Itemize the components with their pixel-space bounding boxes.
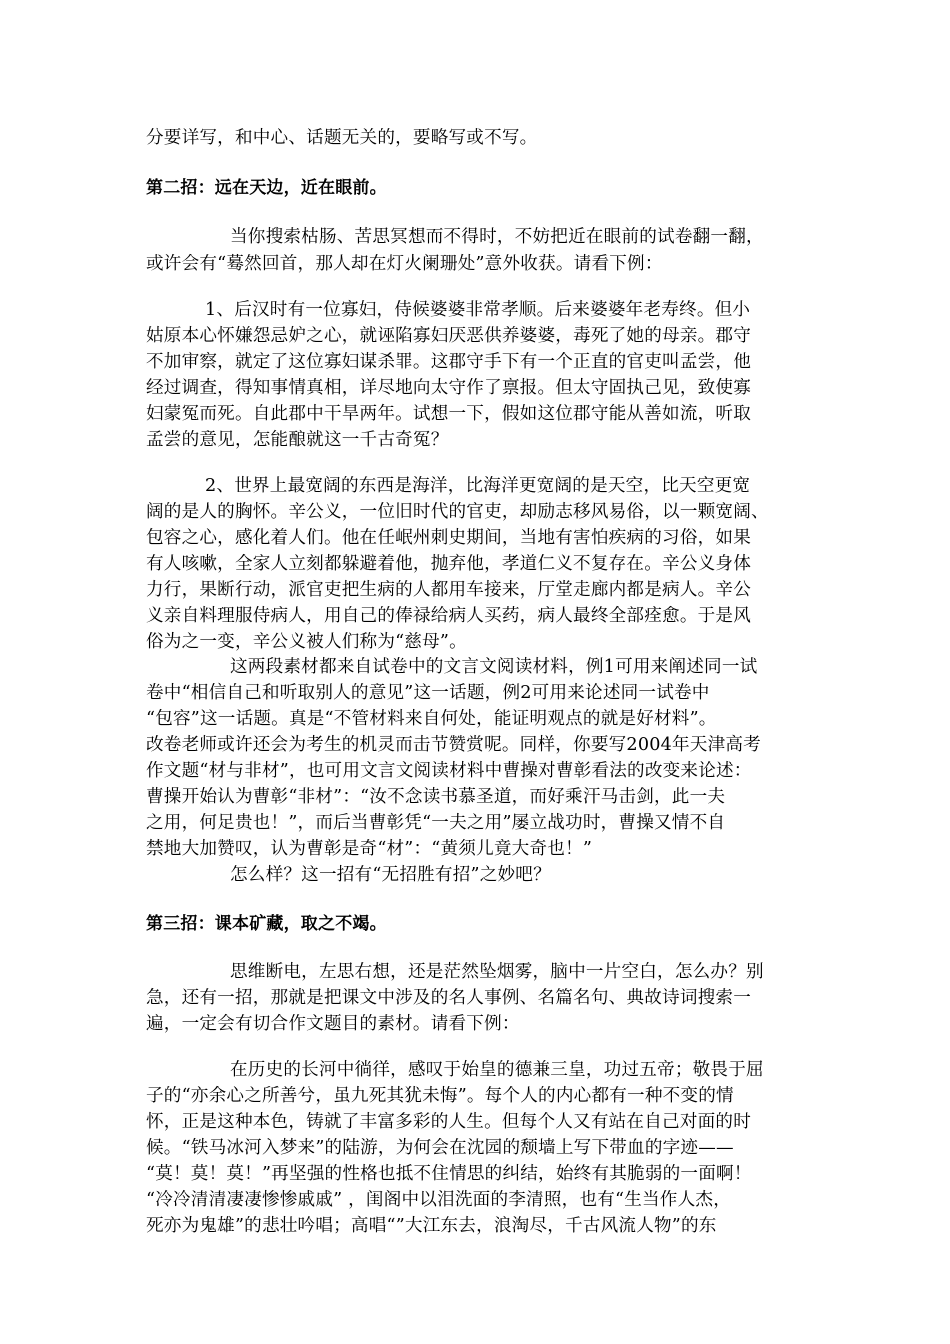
- text-line: “冷冷清清凄凄惨惨戚戚” ，闺阁中以泪洗面的李清照，也有“生当作人杰，: [146, 1190, 731, 1210]
- text-line: “莫！莫！莫！”再坚强的性格也抵不住情思的纠结，始终有其脆弱的一面啊！: [146, 1164, 752, 1184]
- text-line: 怀，正是这种本色，铸就了丰富多彩的人生。但每个人又有站在自己对面的时: [146, 1112, 751, 1132]
- section-heading: 第二招：远在天边，近在眼前。: [146, 178, 387, 198]
- text-line: 姑原本心怀嫌怨忌妒之心，就诬陷寡妇厌恶供养婆婆，毒死了她的母亲。郡守: [146, 326, 751, 346]
- text-line: 曹操开始认为曹彰“非材”：“汝不念读书慕圣道，而好乘汗马击剑，此一夫: [146, 787, 726, 807]
- text-line: 阔的是人的胸怀。辛公义，一位旧时代的官吏，却励志移风易俗，以一颗宽阔、: [146, 502, 769, 522]
- text-line: 思维断电，左思右想，还是茫然坠烟雾，脑中一片空白，怎么办？别: [230, 962, 764, 982]
- text-line: 经过调查，得知事情真相，详尽地向太守作了禀报。但太守固执己见，致使寡: [146, 378, 751, 398]
- text-line: 卷中“相信自己和听取别人的意见”这一话题，例2可用来论述同一试卷中: [146, 683, 710, 703]
- text-line: 禁地大加赞叹，认为曹彰是奇“材”：“黄须儿竟大奇也！”: [146, 839, 593, 859]
- text-line: 1、后汉时有一位寡妇，侍候婆婆非常孝顺。后来婆婆年老寿终。但小: [205, 300, 751, 320]
- text-line: 孟尝的意见，怎能酿就这一千古奇冤？: [146, 430, 449, 450]
- text-line: 遍，一定会有切合作文题目的素材。请看下例：: [146, 1014, 520, 1034]
- text-line: 候。“铁马冰河入梦来”的陆游，为何会在沈园的颓墙上写下带血的字迹——: [146, 1138, 734, 1158]
- text-line: 分要详写，和中心、话题无关的，要略写或不写。: [146, 128, 538, 148]
- text-line: 在历史的长河中徜徉，感叹于始皇的德兼三皇，功过五帝；敬畏于屈: [230, 1060, 764, 1080]
- text-line: 当你搜索枯肠、苦思冥想而不得时，不妨把近在眼前的试卷翻一翻，: [230, 227, 764, 247]
- text-line: 义亲自料理服侍病人，用自己的俸禄给病人买药，病人最终全部痊愈。于是风: [146, 606, 751, 626]
- text-line: 作文题“材与非材”，也可用文言文阅读材料中曹操对曹彰看法的改变来论述：: [146, 761, 752, 781]
- text-line: 力行，果断行动，派官吏把生病的人都用车接来，厅堂走廊内都是病人。辛公: [146, 580, 751, 600]
- text-line: 不加审察，就定了这位寡妇谋杀罪。这郡守手下有一个正直的官吏叫孟尝，他: [146, 352, 751, 372]
- text-line: 俗为之一变，辛公义被人们称为“慈母”。: [146, 632, 467, 652]
- text-line: 改卷老师或许还会为考生的机灵而击节赞赏呢。同样，你要写2004年天津高考: [146, 735, 761, 755]
- text-line: 急，还有一招，那就是把课文中涉及的名人事例、名篇名句、典故诗词搜索一: [146, 988, 751, 1008]
- text-line: 死亦为鬼雄”的悲壮吟唱；高唱“”大江东去，浪淘尽，千古风流人物”的东: [146, 1216, 717, 1236]
- text-line: 2、世界上最宽阔的东西是海洋，比海洋更宽阔的是天空，比天空更宽: [205, 476, 751, 496]
- text-line: 怎么样？这一招有“无招胜有招”之妙吧？: [230, 865, 551, 885]
- text-line: 子的“亦余心之所善兮，虽九死其犹未悔”。每个人的内心都有一种不变的情: [146, 1086, 734, 1106]
- text-line: 这两段素材都来自试卷中的文言文阅读材料，例1可用来阐述同一试: [230, 657, 758, 677]
- text-line: “包容”这一话题。真是“不管材料来自何处，能证明观点的就是好材料”。: [146, 709, 717, 729]
- text-line: 或许会有“蓦然回首，那人却在灯火阑珊处”意外收获。请看下例：: [146, 254, 663, 274]
- text-line: 之用，何足贵也！”，而后当曹彰凭“一夫之用”屡立战功时，曹操又情不自: [146, 813, 726, 833]
- text-line: 包容之心，感化着人们。他在任岷州刺史期间，当地有害怕疾病的习俗，如果: [146, 528, 751, 548]
- text-line: 妇蒙冤而死。自此郡中干旱两年。试想一下，假如这位郡守能从善如流，听取: [146, 404, 751, 424]
- text-line: 有人咳嗽，全家人立刻都躲避着他，抛弃他，孝道仁义不复存在。辛公义身体: [146, 554, 751, 574]
- section-heading: 第三招：课本矿藏，取之不竭。: [146, 914, 387, 934]
